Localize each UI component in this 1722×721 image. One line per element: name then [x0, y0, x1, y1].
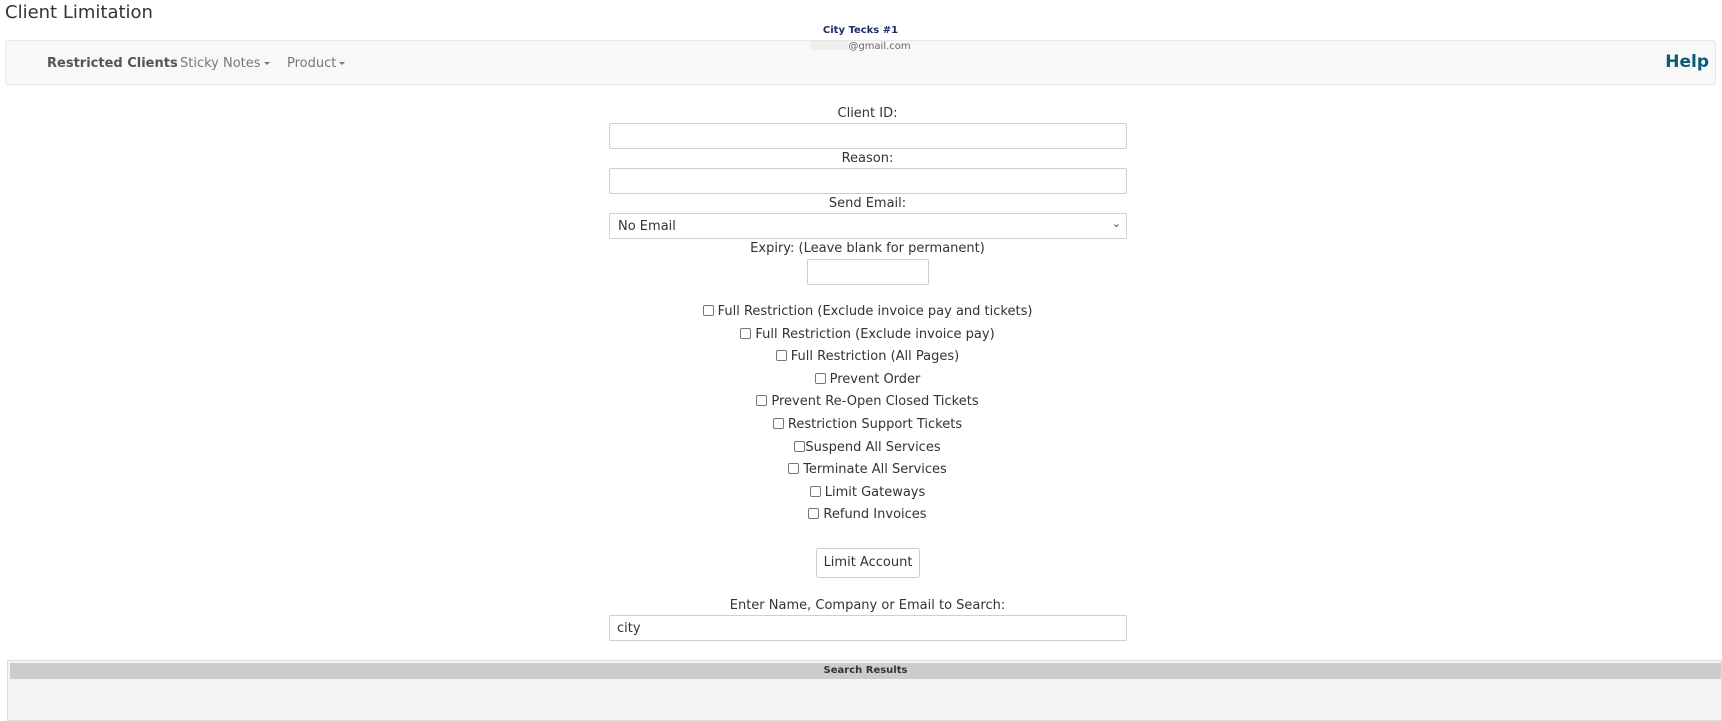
checkbox[interactable] — [776, 350, 787, 361]
search-results-header: Search Results — [10, 663, 1721, 679]
expiry-input[interactable] — [807, 259, 929, 285]
option-refund-invoices[interactable] — [0, 506, 1722, 524]
page-title: Client Limitation — [5, 2, 153, 23]
option-restriction-support-tickets[interactable] — [0, 416, 1722, 434]
checkbox[interactable] — [810, 486, 821, 497]
option-label: Prevent Re-Open Closed Tickets — [771, 394, 979, 409]
option-label: Restriction Support Tickets — [787, 417, 963, 432]
checkbox[interactable] — [808, 508, 819, 519]
reason-label: Reason: — [841, 151, 894, 166]
send-email-select[interactable] — [609, 213, 1127, 239]
option-suspend-all-services[interactable] — [0, 439, 1722, 457]
checkbox[interactable] — [703, 305, 714, 316]
nav-product-label: Product — [287, 56, 337, 71]
checkbox[interactable] — [794, 441, 805, 452]
checkbox[interactable] — [788, 463, 799, 474]
option-label: Full Restriction (Exclude invoice pay and tickets) — [717, 304, 1033, 319]
option-prevent-reopen-closed-tickets[interactable] — [0, 393, 1722, 411]
nav-sticky-notes-label: Sticky Notes — [180, 56, 261, 71]
caret-down-icon — [264, 62, 270, 65]
send-email-selected: No Email — [618, 219, 676, 234]
checkbox[interactable] — [756, 395, 767, 406]
search-input[interactable] — [609, 615, 1127, 641]
result-client-link[interactable] — [0, 25, 1721, 36]
client-id-label: Client ID: — [837, 106, 898, 121]
redacted-email-local — [810, 41, 848, 50]
result-client-id: #1 — [882, 25, 899, 36]
search-label: Enter Name, Company or Email to Search: — [729, 598, 1006, 613]
checkbox[interactable] — [815, 373, 826, 384]
option-full-restriction-exclude-invoice[interactable] — [0, 326, 1722, 344]
chevron-down-icon: ⌄ — [1111, 217, 1121, 230]
option-label: Refund Invoices — [823, 507, 927, 522]
result-client-name: City Tecks — [822, 25, 880, 36]
option-terminate-all-services[interactable] — [0, 461, 1722, 479]
send-email-label: Send Email: — [828, 196, 907, 211]
option-limit-gateways[interactable] — [0, 484, 1722, 502]
option-full-restriction-exclude-invoice-tickets[interactable] — [0, 303, 1722, 321]
checkbox[interactable] — [740, 328, 751, 339]
option-full-restriction-all-pages[interactable] — [0, 348, 1722, 366]
help-link[interactable]: Help — [1665, 52, 1709, 72]
caret-down-icon — [339, 62, 345, 65]
search-results-panel — [7, 660, 1722, 721]
reason-input[interactable] — [609, 168, 1127, 194]
option-prevent-order[interactable] — [0, 371, 1722, 389]
result-client-email — [0, 41, 1721, 52]
checkbox[interactable] — [773, 418, 784, 429]
option-label: Limit Gateways — [824, 485, 926, 500]
client-id-input[interactable] — [609, 123, 1127, 149]
option-label: Terminate All Services — [803, 462, 947, 477]
expiry-label: Expiry: (Leave blank for permanent) — [750, 241, 985, 256]
option-label: Full Restriction (Exclude invoice pay) — [755, 327, 995, 342]
option-label: Prevent Order — [829, 372, 921, 387]
result-email-domain: @gmail.com — [848, 41, 911, 52]
option-label: Full Restriction (All Pages) — [790, 349, 960, 364]
option-label: Suspend All Services — [805, 440, 941, 455]
limit-account-button[interactable]: Limit Account — [816, 548, 920, 578]
nav-restricted-clients[interactable]: Restricted Clients — [47, 56, 178, 71]
